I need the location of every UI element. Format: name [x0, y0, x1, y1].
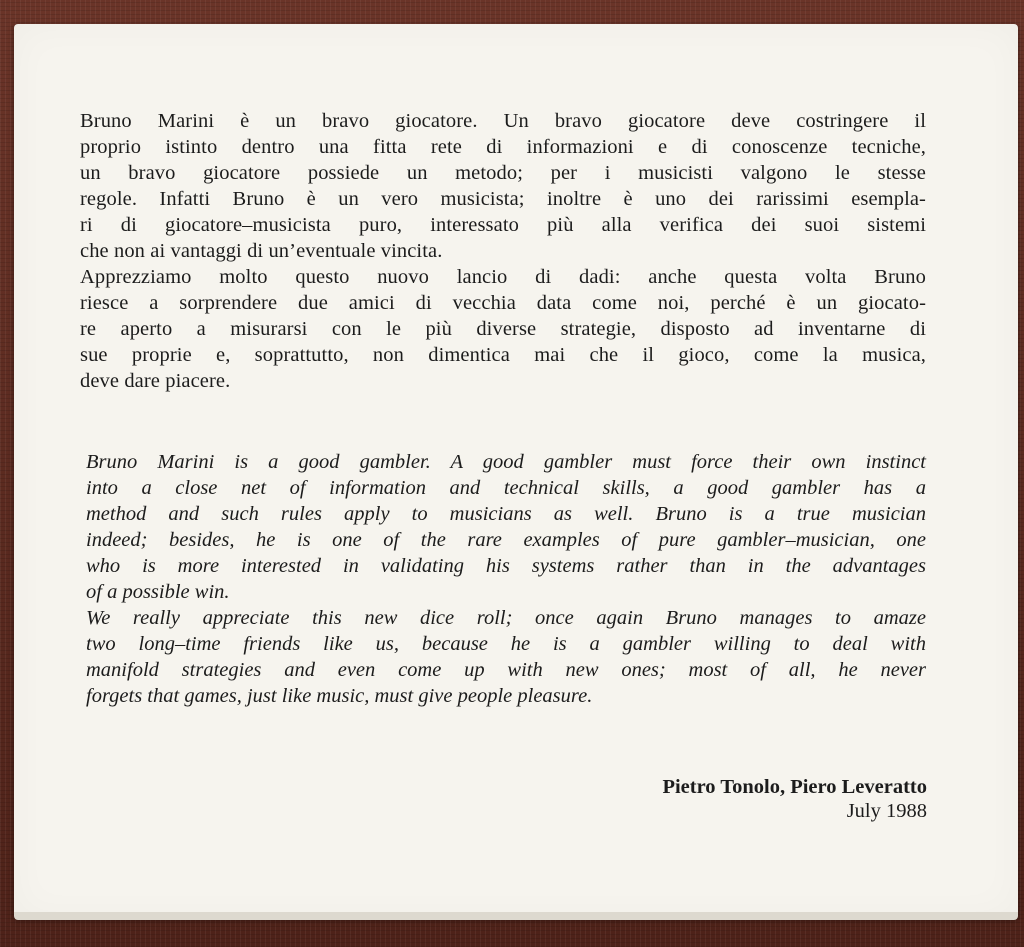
text-line: ri di giocatore–musicista puro, interessato più alla verifica dei suoi sistemi [80, 214, 926, 236]
text-line: un bravo giocatore possiede un metodo; per i musicisti valgono le stesse [80, 162, 926, 184]
text-line: into a close net of information and technical skills, a good gambler has a [86, 477, 926, 499]
text-line: who is more interested in validating his systems rather than in the advantages [86, 555, 926, 577]
signature-block [662, 775, 927, 823]
text-line: We really appreciate this new dice roll; once again Bruno manages to amaze [86, 607, 926, 629]
english-paragraph-2 [86, 605, 926, 709]
text-line: riesce a sorprendere due amici di vecchia data come noi, perché è un giocato- [80, 292, 926, 314]
text-line: regole. Infatti Bruno è un vero musicista; inoltre è uno dei rarissimi esempla- [80, 188, 926, 210]
text-line: sue proprie e, soprattutto, non dimentica mai che il gioco, come la musica, [80, 344, 926, 366]
italian-text-block [80, 108, 926, 394]
text-line: Bruno Marini is a good gambler. A good gambler must force their own instinct [86, 451, 926, 473]
english-paragraph-1 [86, 449, 926, 605]
text-line: forgets that games, just like music, must give people pleasure. [86, 685, 593, 707]
text-line: method and such rules apply to musicians as well. Bruno is a true musician [86, 503, 926, 525]
text-line: proprio istinto dentro una fitta rete di informazioni e di conoscenze tecniche, [80, 136, 926, 158]
text-line: deve dare piacere. [80, 370, 231, 392]
text-line: of a possible win. [86, 581, 230, 603]
italian-paragraph-1 [80, 108, 926, 264]
signature-authors: Pietro Tonolo, Piero Leveratto [662, 776, 927, 798]
text-line: Apprezziamo molto questo nuovo lancio di dadi: anche questa volta Bruno [80, 266, 926, 288]
italian-paragraph-2 [80, 264, 926, 394]
text-line: re aperto a misurarsi con le più diverse strategie, disposto ad inventarne di [80, 318, 926, 340]
text-line: che non ai vantaggi di un’eventuale vincita. [80, 240, 443, 262]
text-line: manifold strategies and even come up with new ones; most of all, he never [86, 659, 926, 681]
text-line: indeed; besides, he is one of the rare examples of pure gambler–musician, one [86, 529, 926, 551]
text-line: Bruno Marini è un bravo giocatore. Un bravo giocatore deve costringere il [80, 110, 926, 132]
text-line: two long–time friends like us, because he is a gambler willing to deal with [86, 633, 926, 655]
card-edge [14, 912, 1018, 920]
signature-date: July 1988 [846, 800, 927, 822]
english-text-block [86, 449, 926, 709]
